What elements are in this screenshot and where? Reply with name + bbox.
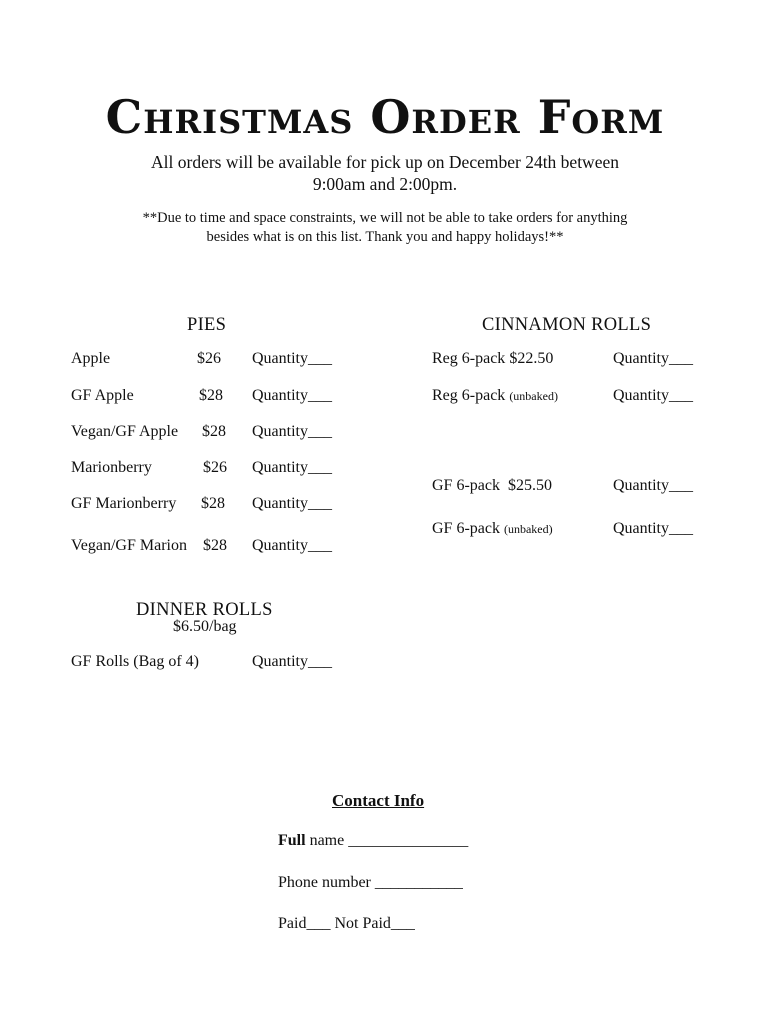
- pie-quantity-field[interactable]: Quantity___: [252, 350, 332, 367]
- pie-price: $26: [203, 459, 227, 476]
- pie-name: Marionberry: [71, 459, 152, 476]
- pies-heading: PIES: [187, 315, 227, 335]
- pie-name: Apple: [71, 350, 111, 367]
- notice-line-1: **Due to time and space constraints, we will not be able to take orders for anything: [142, 210, 628, 226]
- notice: [0, 209, 770, 247]
- cinnamon-item: [432, 350, 553, 368]
- pie-name: Vegan/GF Marion: [71, 537, 187, 554]
- phone-number-field[interactable]: Phone number ___________: [278, 874, 463, 891]
- cinnamon-item-name: GF 6-pack: [432, 477, 500, 494]
- cinnamon-item-note: (unbaked): [509, 389, 558, 403]
- cinnamon-item-price: $22.50: [509, 350, 554, 367]
- pickup-line-1: All orders will be available for pick up on December 24th between: [151, 152, 619, 172]
- cinnamon-item-name: GF 6-pack: [432, 520, 500, 537]
- pie-name: Vegan/GF Apple: [71, 423, 179, 440]
- cinnamon-quantity-field[interactable]: Quantity___: [613, 477, 693, 494]
- pie-price: $28: [199, 387, 223, 404]
- cinnamon-item-price: $25.50: [507, 477, 552, 494]
- full-name-field[interactable]: [278, 832, 468, 850]
- cinnamon-item: [432, 387, 558, 405]
- cinnamon-quantity-field[interactable]: Quantity___: [613, 387, 693, 404]
- payment-status-field[interactable]: Paid___ Not Paid___: [278, 915, 415, 932]
- cinnamon-item: [432, 477, 552, 495]
- pie-quantity-field[interactable]: Quantity___: [252, 537, 332, 554]
- pie-name: GF Apple: [71, 387, 134, 404]
- pie-quantity-field[interactable]: Quantity___: [252, 495, 332, 512]
- pie-price: $28: [202, 423, 226, 440]
- pie-name: GF Marionberry: [71, 495, 177, 512]
- pie-price: $26: [197, 350, 221, 367]
- cinnamon-item-note: (unbaked): [503, 522, 553, 536]
- full-name-label-bold: Full: [278, 832, 306, 849]
- pie-price: $28: [203, 537, 227, 554]
- notice-line-2: besides what is on this list. Thank you and happy holidays!**: [206, 229, 564, 245]
- cinnamon-item-name: Reg 6-pack: [432, 387, 506, 404]
- pie-price: $28: [201, 495, 225, 512]
- pie-quantity-field[interactable]: Quantity___: [252, 387, 332, 404]
- cinnamon-quantity-field[interactable]: Quantity___: [613, 350, 693, 367]
- cinnamon-item: [432, 520, 553, 538]
- dinner-rolls-item: GF Rolls (Bag of 4): [71, 653, 199, 670]
- pie-quantity-field[interactable]: Quantity___: [252, 423, 332, 440]
- contact-info-heading: Contact Info: [332, 791, 425, 810]
- full-name-label: name _______________: [309, 832, 469, 849]
- pickup-line-2: 9:00am and 2:00pm.: [312, 174, 458, 194]
- cinnamon-rolls-heading: CINNAMON ROLLS: [482, 315, 652, 335]
- cinnamon-item-name: Reg 6-pack: [432, 350, 506, 367]
- pickup-info: [0, 151, 770, 195]
- pie-quantity-field[interactable]: Quantity___: [252, 459, 332, 476]
- cinnamon-quantity-field[interactable]: Quantity___: [613, 520, 693, 537]
- dinner-rolls-quantity-field[interactable]: Quantity___: [252, 653, 332, 670]
- form-title: Christmas Order Form: [105, 90, 665, 144]
- dinner-rolls-heading: DINNER ROLLS: [136, 600, 273, 620]
- dinner-rolls-price: $6.50/bag: [173, 618, 237, 635]
